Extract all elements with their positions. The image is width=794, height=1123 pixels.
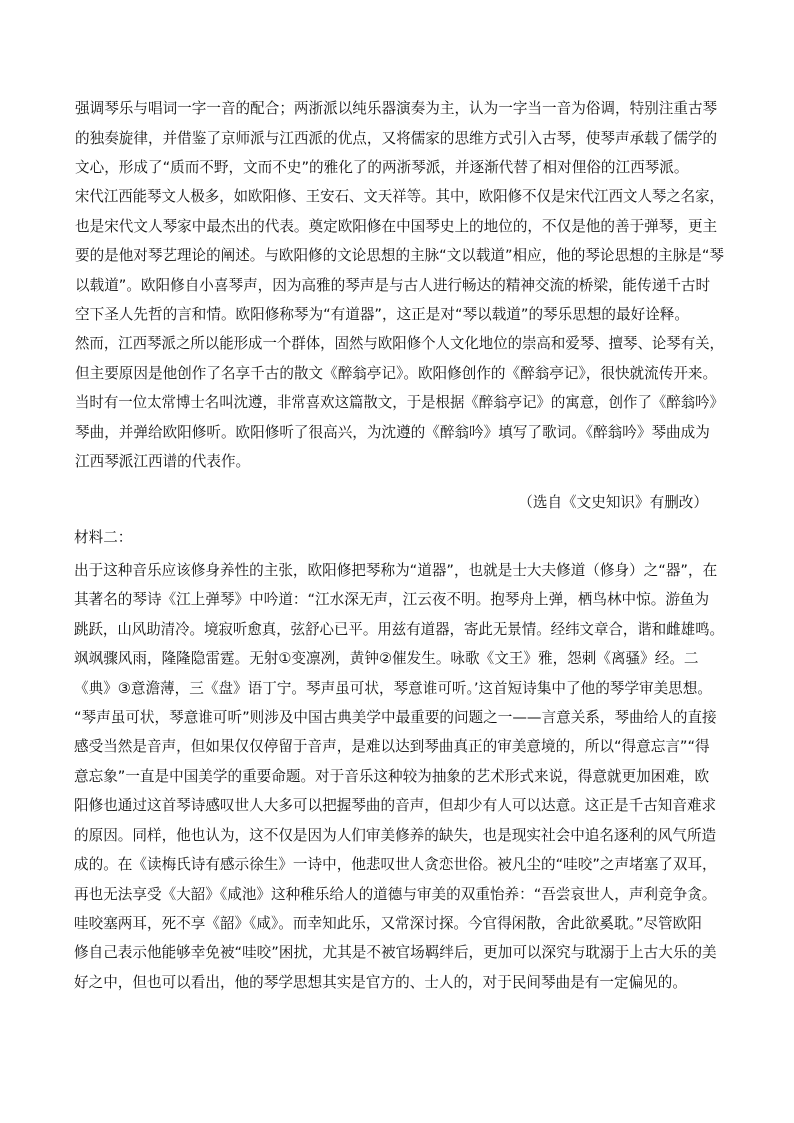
text-line: 的原因。同样，他也认为，这不仅是因为人们审美修养的缺失，也是现实社会中追名逐利的风气所造: [74, 827, 717, 844]
text-line: 但主要原因是他创作了名享千古的散文《醉翁亭记》。欧阳修创作的《醉翁亭记》，很快就流传开来。: [75, 365, 718, 382]
text-line: 哇咬塞两耳，死不享《韶》《咸》。而幸知此乐，又常深讨探。今官得闲散，舍此欲奚耽。”尽管欧阳: [74, 915, 702, 932]
text-line: “琴声虽可状，琴意谁可听”则涉及中国古典美学中最重要的问题之一——言意关系，琴曲给人的直接: [74, 709, 717, 726]
text-line: 阳修也通过这首琴诗感叹世人大多可以把握琴曲的音声，但却少有人可以达意。这正是千古知音难求: [74, 797, 717, 814]
text-line: 强调琴乐与唱词一字一音的配合；两浙派以纯乐器演奏为主，认为一字当一音为俗调，特别注重古琴: [75, 100, 718, 117]
text-line: 再也无法享受《大韶》《咸池》这种稚乐给人的道德与审美的双重怡养：“吾尝哀世人，声利竞争贪。: [74, 886, 717, 903]
text-line: 成的。在《读梅氏诗有感示徐生》一诗中，他悲叹世人贪恋世俗。被凡尘的“哇咬”之声堵塞了双耳，: [74, 856, 717, 873]
text-line: 其著名的琴诗《江上弹琴》中吟道：“江水深无声，江云夜不明。抱琴舟上弹，栖鸟林中惊。游鱼为: [74, 591, 710, 608]
text-line: 然而，江西琴派之所以能形成一个群体，固然与欧阳修个人文化地位的崇高和爱琴、擅琴、论琴有关，: [75, 335, 724, 352]
text-line: 要的是他对琴艺理论的阐述。与欧阳修的文论思想的主脉“文以载道”相应，他的琴论思想的主脉是“琴: [75, 247, 724, 264]
text-line: 感受当然是音声，但如果仅仅停留于音声，是难以达到琴曲真正的审美意境的，所以“得意忘言”“得: [74, 738, 710, 755]
text-line: 出于这种音乐应该修身养性的主张，欧阳修把琴称为“道器”，也就是士大夫修道（修身）之“器”，在: [74, 562, 718, 579]
text-line: 以载道”。欧阳修自小喜琴声，因为高雅的琴声是与古人进行畅达的精神交流的桥梁，能传递千古时: [75, 277, 711, 294]
section-heading: 材料二：: [74, 529, 133, 546]
text-line: 空下圣人先哲的言和情。欧阳修称琴为“有道器”，这正是对“琴以载道”的琴乐思想的最好诠释。: [75, 306, 689, 323]
text-line: 当时有一位太常博士名叫沈遵，非常喜欢这篇散文，于是根据《醉翁亭记》的寓意，创作了《醉翁吟》: [75, 394, 724, 411]
text-line: 的独奏旋律，并借鉴了京师派与江西派的优点，又将儒家的思维方式引入古琴，使琴声承载了儒学的: [75, 130, 718, 147]
text-line: 宋代江西能琴文人极多，如欧阳修、王安石、文天祥等。其中，欧阳修不仅是宋代江西文人琴之名家，: [75, 188, 724, 205]
text-line: 跳跃，山风助清冷。境寂听愈真，弦舒心已平。用兹有道器，寄此无景情。经纬文章合，谐和雌雄鸣。: [74, 621, 724, 638]
text-line: 《典》③意澹薄，三《盘》语丁宁。琴声虽可状，琴意谁可听。’这首短诗集中了他的琴学审美思想。: [74, 680, 712, 697]
text-line: 江西琴派江西谱的代表作。: [75, 453, 251, 470]
text-line: 好之中，但也可以看出，他的琴学思想其实是官方的、士人的，对于民间琴曲是有一定偏见的。: [74, 974, 687, 991]
text-line: 意忘象”一直是中国美学的重要命题。对于音乐这种较为抽象的艺术形式来说，得意就更加困难，欧: [74, 768, 710, 785]
text-line: 修自己表示他能够幸免被“哇咬”困扰，尤其是不被官场羁绊后，更加可以深究与耽溺于上古大乐的美: [74, 944, 717, 961]
text-line: 琴曲，并弹给欧阳修听。欧阳修听了很高兴，为沈遵的《醉翁吟》填写了歌词。《醉翁吟》琴曲成为: [75, 424, 710, 441]
text-line: 也是宋代文人琴家中最杰出的代表。奠定欧阳修在中国琴史上的地位的，不仅是他的善于弹琴，更主: [75, 218, 718, 235]
source-note: （选自《文史知识》有删改）: [518, 494, 708, 511]
text-line: 文心，形成了“质而不野，文而不史”的雅化了的两浙琴派，并逐渐代替了相对俚俗的江西琴派。: [75, 159, 689, 176]
text-line: 飒飒骤风雨，隆隆隐雷霆。无射①变凛冽，黄钟②催发生。咏歌《文王》雅，怨刺《离骚》经。二: [74, 650, 699, 667]
